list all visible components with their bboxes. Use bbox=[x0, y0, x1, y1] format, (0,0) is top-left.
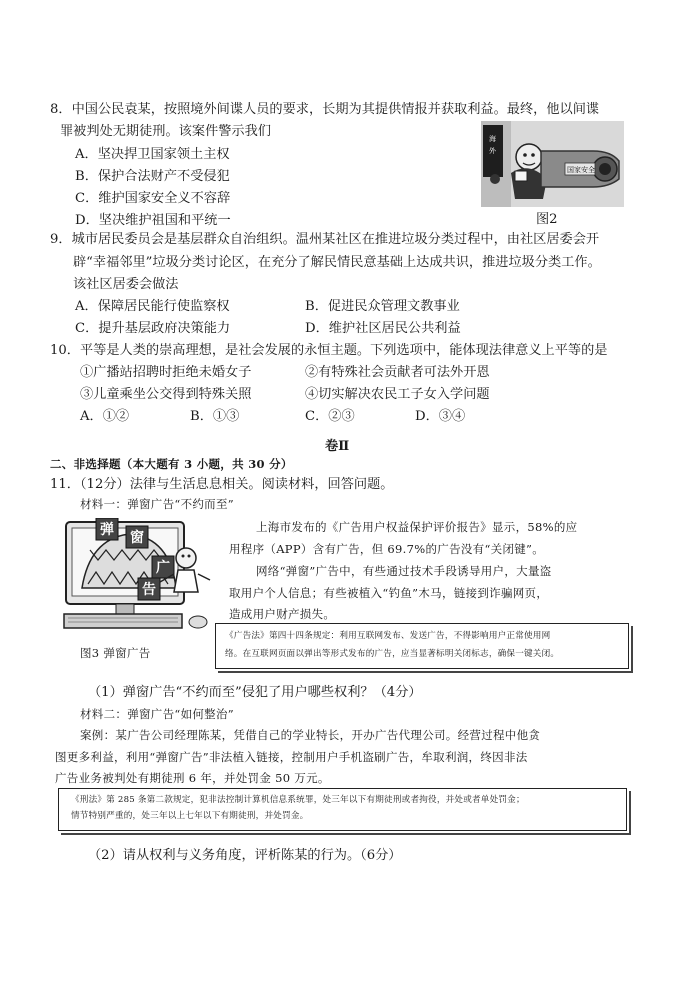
figure-2-caption: 图2 bbox=[536, 212, 558, 227]
material-1-para1-line1: 上海市发布的《广告用户权益保护评价报告》显示，58%的应 bbox=[256, 520, 578, 534]
q11-sub2: （2）请从权利与义务角度，评析陈某的行为。（6分） bbox=[88, 848, 402, 863]
q9-stem-line2: 辟“幸福邻里”垃圾分类讨论区，在充分了解民情民意基础上达成共识，推进垃圾分类工作。 bbox=[73, 255, 601, 270]
q9-stem-line3: 该社区居委会做法 bbox=[73, 277, 179, 292]
material-2-line3: 广告业务被判处有期徒刑 6 年，并处罚金 50 万元。 bbox=[55, 771, 330, 785]
q9-option-c: C．提升基层政府决策能力 bbox=[75, 321, 231, 336]
q10-option-d: D．③④ bbox=[415, 409, 466, 424]
material-1-para2-line1: 网络“弹窗”广告中，有些通过技术手段诱导用户，大量盗 bbox=[256, 564, 552, 578]
criminal-law-line1: 《刑法》第 285 条第二款规定，犯非法控制计算机信息系统罪，处三年以下有期徒刑或者拘役，并处或者单处罚金； bbox=[71, 795, 525, 805]
advertising-law-line1: 《广告法》第四十四条规定：利用互联网发布、发送广告，不得影响用户正常使用网 bbox=[225, 631, 551, 641]
material-1-para2-line3: 造成用户财产损失。 bbox=[229, 607, 336, 621]
q10-option-a: A．①② bbox=[80, 409, 130, 424]
q9-option-d: D．维护社区居民公共利益 bbox=[305, 321, 461, 336]
material-2-line2: 图更多利益，利用“弹窗广告”非法植入链接，控制用户手机盗刷广告，牟取利润，终因非法 bbox=[55, 750, 528, 764]
figure-3-char-3: 广 bbox=[156, 560, 170, 576]
material-2-line1: 案例：某广告公司经理陈某，凭借自己的学业特长，开办广告代理公司。经营过程中他贪 bbox=[80, 728, 541, 742]
figure-3-char-4: 告 bbox=[142, 582, 156, 598]
q8-option-b: B．保护合法财产不受侵犯 bbox=[75, 169, 230, 184]
q10-option-b: B．①③ bbox=[190, 409, 240, 424]
criminal-law-line2: 情节特别严重的，处三年以上七年以下有期徒刑，并处罚金。 bbox=[71, 811, 309, 821]
material-2-title: 材料二：弹窗广告“如何整治” bbox=[80, 707, 234, 721]
material-1-para1-line2: 用程序（APP）含有广告，但 69.7%的广告没有“关闭键”。 bbox=[229, 542, 545, 556]
q10-item-1: ①广播站招聘时拒绝未婚女子 bbox=[80, 365, 252, 380]
q8-option-d: D．坚决维护祖国和平统一 bbox=[75, 213, 231, 228]
q11-sub1: （1）弹窗广告“不约而至”侵犯了用户哪些权利？（4分） bbox=[88, 685, 422, 700]
figure-3-caption: 图3 弹窗广告 bbox=[80, 646, 151, 660]
figure-2-illustration bbox=[481, 121, 624, 207]
popup-ad-computer-icon bbox=[60, 518, 218, 642]
q11-stem: 11．（12分）法律与生活息息相关。阅读材料，回答问题。 bbox=[50, 477, 394, 492]
q8-stem-line1: 8．中国公民袁某，按照境外间谍人员的要求，长期为其提供情报并获取利益。最终，他以间谍 bbox=[50, 102, 600, 117]
q10-item-3: ③儿童乘坐公交得到特殊关照 bbox=[80, 387, 252, 402]
svg-text:外: 外 bbox=[489, 147, 496, 155]
criminal-law-box bbox=[58, 788, 627, 831]
q10-item-2: ②有特殊社会贡献者可法外开恩 bbox=[305, 365, 490, 380]
section-2-title: 卷Ⅱ bbox=[325, 439, 350, 454]
q9-option-a: A．保障居民能行使监察权 bbox=[75, 299, 230, 314]
advertising-law-box bbox=[215, 623, 629, 669]
q9-option-b: B．促进民众管理文教事业 bbox=[305, 299, 460, 314]
q10-option-c: C．②③ bbox=[305, 409, 355, 424]
figure-2-label: 国家安全 bbox=[567, 166, 595, 174]
figure-3-illustration bbox=[60, 518, 218, 642]
figure-3-char-1: 弹 bbox=[100, 522, 114, 538]
material-1-title: 材料一：弹窗广告“不约而至” bbox=[80, 497, 234, 511]
q10-stem: 10．平等是人类的崇高理想，是社会发展的永恒主题。下列选项中，能体现法律意义上平等的是 bbox=[50, 343, 608, 358]
q8-option-c: C．维护国家安全义不容辞 bbox=[75, 191, 231, 206]
svg-text:海: 海 bbox=[489, 135, 496, 143]
figure-3-char-2: 窗 bbox=[130, 530, 144, 546]
gun-illustration-icon bbox=[481, 121, 624, 207]
q8-stem-line2: 罪被判处无期徒刑。该案件警示我们 bbox=[60, 124, 271, 139]
q10-item-4: ④切实解决农民工子女入学问题 bbox=[305, 387, 490, 402]
q9-stem-line1: 9．城市居民委员会是基层群众自治组织。温州某社区在推进垃圾分类过程中，由社区居委会开 bbox=[50, 232, 600, 247]
q8-option-a: A．坚决捍卫国家领土主权 bbox=[75, 147, 230, 162]
section-2-header: 二、非选择题（本大题有 3 小题，共 30 分） bbox=[50, 457, 293, 471]
advertising-law-line2: 络。在互联网页面以弹出等形式发布的广告，应当显著标明关闭标志，确保一键关闭。 bbox=[225, 649, 560, 659]
material-1-para2-line2: 取用户个人信息；有些被植入“钓鱼”木马，链接到诈骗网页， bbox=[229, 586, 549, 600]
